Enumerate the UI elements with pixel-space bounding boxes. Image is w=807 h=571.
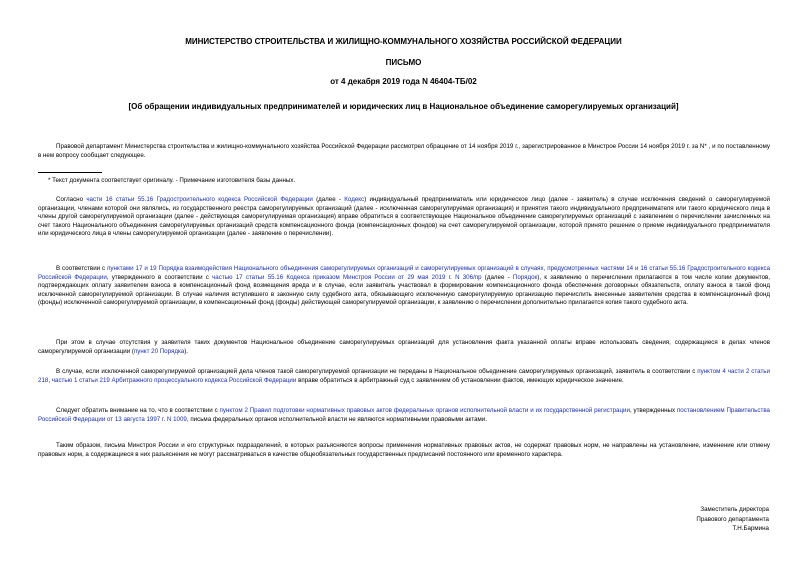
text-span: ), к заявлению о перечислении прилагаются в том числе копии документов, подтверждающих оплату заявителем взноса в компенсационный фонд возмещения вреда и в случае, если заявитель участвовал в формировании компенсационного фонда обеспечения договорных обязательств, оплату взноса в такой фонд исключенной саморегулируемой организации. В случае наличия вступившего в законную силу судебного акта, обязывающего исключенную саморегулируемую организацию перечислить внесенные заявителем средства в компенсационный фонд (фонды) исключенной саморегулируемой организации, в компенсационный фонд (фонды) действующей саморегулируемой организации, к заявлению о перечислении дополнительно прилагается копия такого судебного акта. [38,273,771,307]
signature-name: Т.Н.Бармина [732,525,769,533]
signature-block [569,505,769,534]
document-subject: [Об обращении индивидуальных предпринимателей и юридических лиц в Национальное объединение саморегулируемых организаций] [128,102,679,111]
link-procedure-points[interactable]: пунктами 17 и 19 Порядка взаимодействия Национального объединения саморегулируемых организаций и саморегулируемых организаций в случаях, предусмотренных частями 14 и 16 статьи 55.16 Градостроительного кодекса Российской Федерации [38,265,771,281]
text-span: Следует обратить внимание на то, что в соответствии с [56,407,220,414]
link-code[interactable]: Кодекс [344,196,365,203]
text-span: , утвержденных [629,407,677,414]
paragraph-procedure [38,265,770,308]
link-article-218[interactable]: пунктом 4 части 2 статьи 218 [38,368,770,384]
text-span: В соответствии с [56,265,108,272]
text-span: (далее - [312,196,345,203]
document-type: ПИСЬМО [385,58,422,67]
text-span: вправе обратиться в арбитражный суд с заявлением об установлении фактов, имеющих юридическое значение. [296,376,624,384]
text-span: Согласно [56,196,87,203]
text-span: , письма федеральных органов исполнительной власти не являются нормативными правовыми актами. [186,415,487,423]
paragraph-conclusion [38,442,770,459]
document-date-number: от 4 декабря 2019 года N 46404-ТБ/02 [330,77,477,86]
paragraph-intro-text: Правовой департамент Министерства строительства и жилищно-коммунального хозяйства Российской Федерации рассмотрел обращение от 14 ноября 2019 г., зарегистрированное в Минстрое России 14 ноября 2019 г. за N* , и по поставленному в нем вопросу сообщает следующее. [38,143,770,159]
footnote-separator [38,172,102,173]
paragraph-code-reference [38,196,770,239]
text-span: Таким образом, письма Минстроя России и его структурных подразделений, в которых разъясняются вопросы применения нормативных правовых актов, не содержат правовых норм, не направлены на установление, изменение или отмену правовых норм, а содержащиеся в них разъяснения не могут рассматриваться в качестве общеобязательных государственных предписаний постоянного или временного характера. [38,442,770,458]
link-rules-point-2[interactable]: пунктом 2 Правил подготовки нормативных правовых актов федеральных органов исполнительной власти и их государственной регистрации [219,407,630,414]
text-span: (далее - [481,273,513,281]
paragraph-letters-status [38,407,770,424]
link-point-20[interactable]: пункт 20 Порядка [133,347,185,355]
link-code-article[interactable]: части 16 статьи 55.16 Градостроительного кодекса Российской Федерации [86,196,313,203]
signature-position: Заместитель директора [700,506,769,513]
link-order-306[interactable]: частью 17 статьи 55.16 Кодекса приказом Минстроя России от 29 мая 2019 г. N 306/пр [212,273,482,281]
paragraph-absence-of-documents [38,339,770,356]
text-span: , утвержденного в соответствии с [106,273,213,281]
text-span: ) индивидуальный предприниматель или юридическое лицо (далее - заявитель) в случае исключения сведений о саморегулируемой организации, членами которой они являлись, из государственного реестра саморегулируемых организаций (далее - исключенная саморегулируемая организация) и принятия такого индивидуального предпринимателя или такого юридического лица в члены другой саморегулируемой организации (далее - действующая саморегулируемая организация) вправе обратиться в соответствующее Национальное объединение саморегулируемых организаций с заявлением о перечислении зачисленных на счет такого Национального объединения саморегулируемых организаций средств компенсационного фонда (компенсационных фондов) на счет саморегулируемой организации, которой принято решение о приеме индивидуального предпринимателя или юридического лица в члены саморегулируемой организации (далее - заявление о перечислении). [38,196,770,238]
text-span: ). [184,347,189,355]
signature-department: Правового департамента [696,515,769,523]
paragraph-intro [38,143,770,160]
text-span: При этом в случае отсутствия у заявителя таких документов Национальное объединение саморегулируемых организаций для установления факта указанной оплаты вправе использовать сведения, содержащиеся в делах членов саморегулируемой организации ( [38,339,770,355]
link-procedure[interactable]: Порядок [512,273,538,281]
link-resolution-1009[interactable]: постановлением Правительства Российской Федерации от 13 августа 1997 г. N 1009 [38,407,770,423]
ministry-heading: МИНИСТЕРСТВО СТРОИТЕЛЬСТВА И ЖИЛИЩНО-КОММУНАЛЬНОГО ХОЗЯЙСТВА РОССИЙСКОЙ ФЕДЕРАЦИИ [185,37,622,46]
text-span: В случае, если исключенной саморегулируемой организацией дела членов такой саморегулируемой организации не переданы в Национальное объединение саморегулируемых организаций, заявитель в соответствии с [56,368,698,375]
text-span: , [48,376,52,384]
link-article-219[interactable]: частью 1 статьи 219 Арбитражного процессуального кодекса Российской Федерации [51,376,297,384]
paragraph-arbitration [38,368,770,385]
footnote: * Текст документа соответствует оригиналу. - Примечание изготовителя базы данных. [48,177,296,184]
